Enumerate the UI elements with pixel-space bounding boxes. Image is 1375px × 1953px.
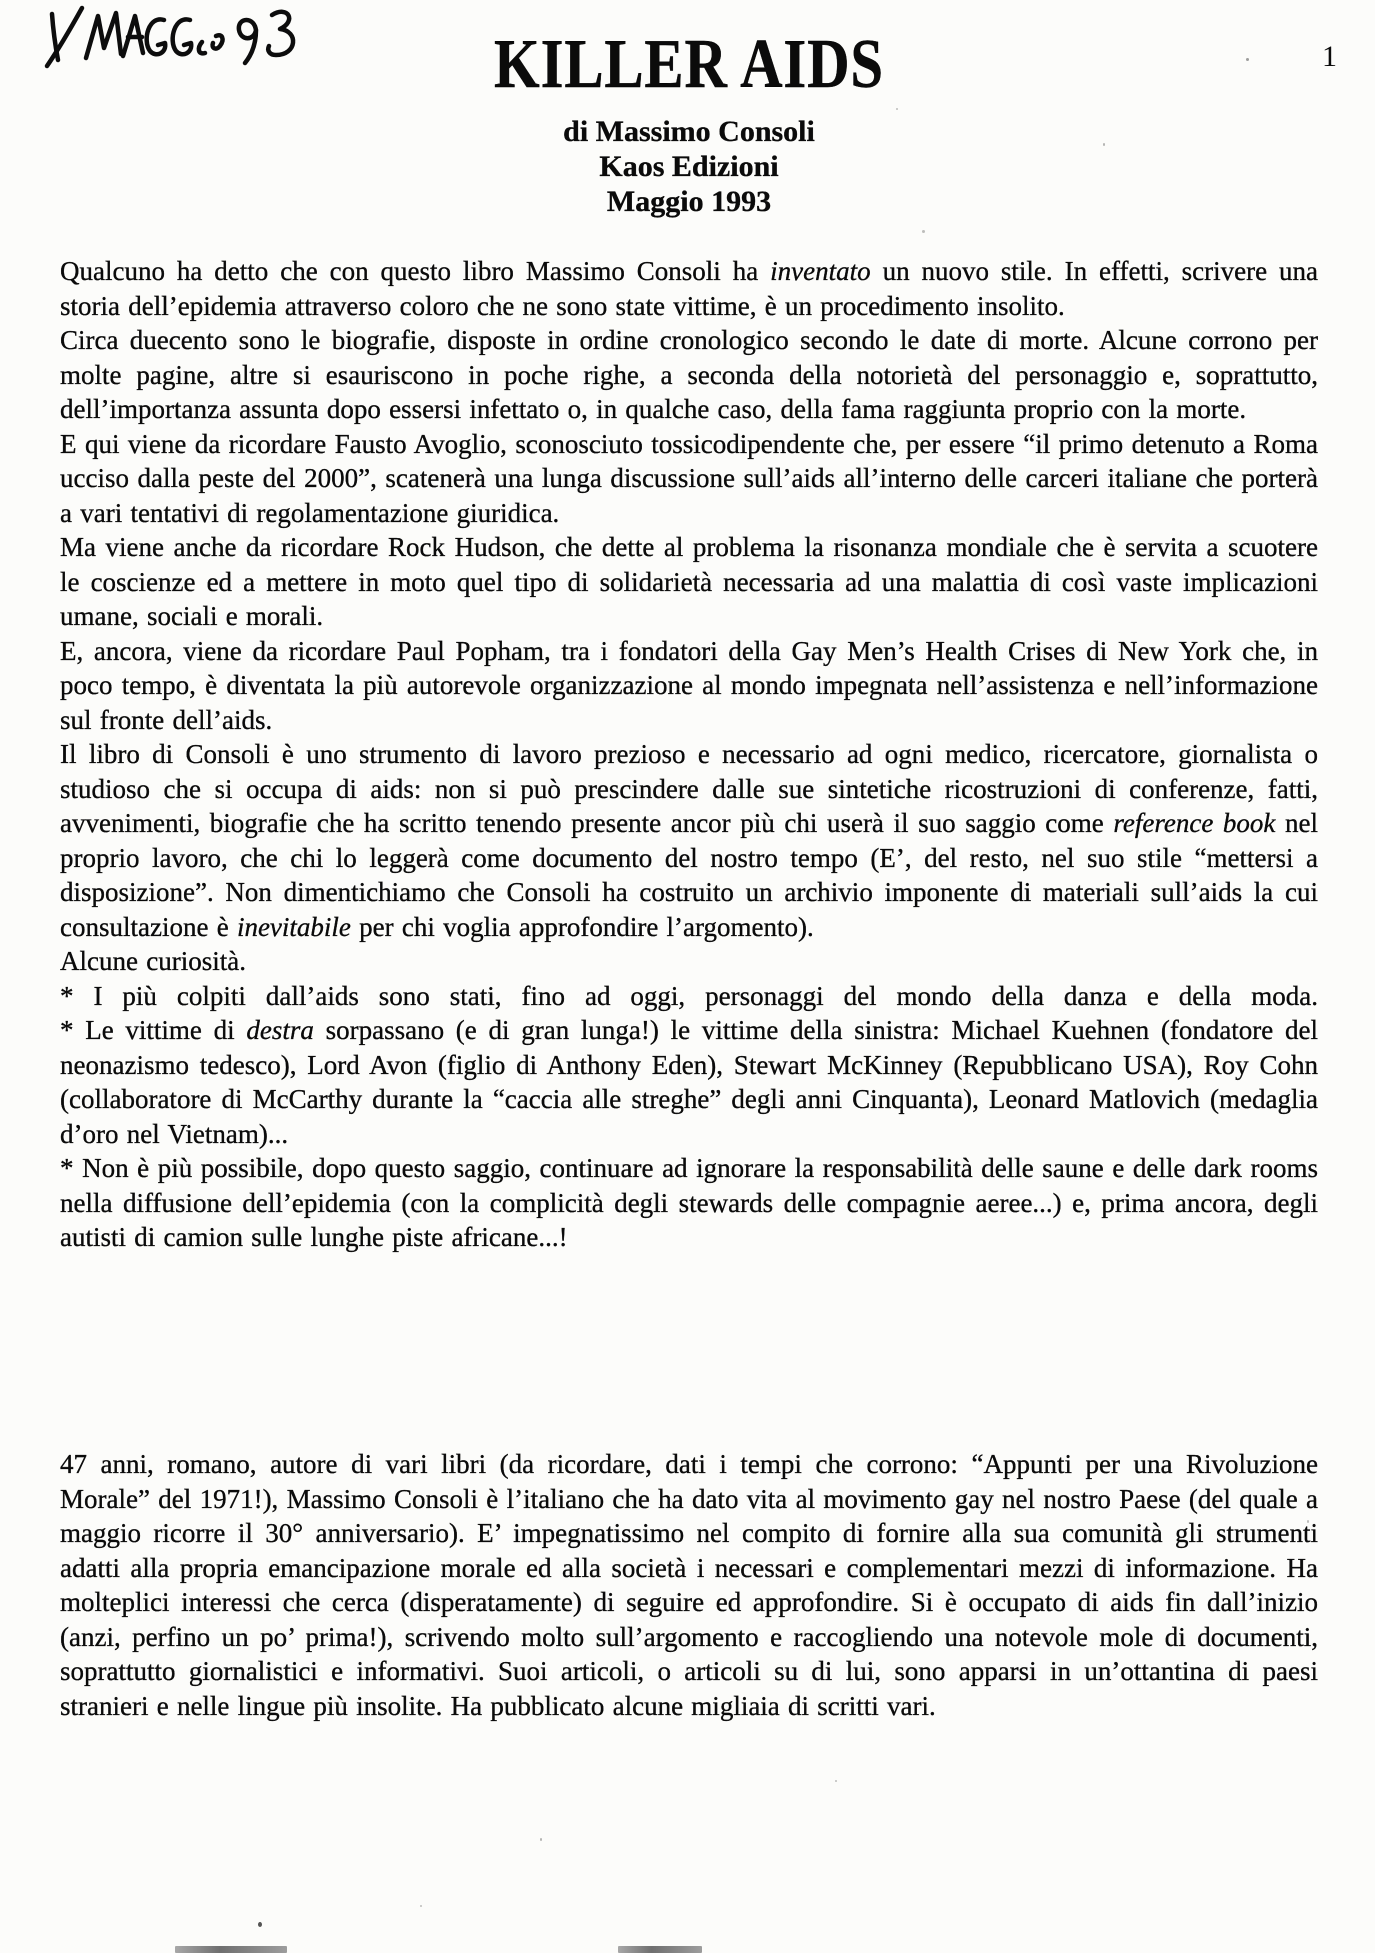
- paragraph: [60, 944, 1318, 979]
- review-text-block: [60, 254, 1318, 1255]
- document-header: [60, 26, 1318, 219]
- italic-text-run: reference book: [1113, 808, 1276, 838]
- page-number: 1: [1322, 40, 1337, 73]
- text-run: * I più colpiti dall’aids sono stati, fino ad oggi, personaggi del mondo della danza e della moda.: [60, 980, 1318, 1011]
- italic-text-run: inevitabile: [236, 911, 351, 942]
- text-run: E qui viene da ricordare Fausto Avoglio, sconosciuto tossicodipendente che, per essere “il primo detenuto a Roma ucciso dalla peste del 2000”, scatenerà una lunga discussione sull’aids all’interno delle carceri italiane che porterà a vari tentativi di regolamentazione giuridica.: [60, 428, 1318, 528]
- text-run: * Non è più possibile, dopo questo saggio, continuare ad ignorare la responsabilità delle saune e delle dark rooms nella diffusione dell’epidemia (con la complicità degli stewards delle compagnie aeree...) e, prima ancora, degli autisti di camion sulle lunghe piste africane...!: [60, 1153, 1318, 1252]
- text-run: Alcune curiosità.: [60, 946, 246, 976]
- byline: di Massimo Consoli: [563, 115, 815, 148]
- paragraph: [60, 634, 1318, 738]
- scan-artifact-bar: [175, 1946, 287, 1953]
- paragraph: [60, 427, 1318, 531]
- scan-speck: [1246, 58, 1249, 61]
- paragraph: [60, 254, 1318, 323]
- scan-speck: [1307, 1520, 1309, 1523]
- italic-text-run: inventato: [770, 256, 871, 286]
- scan-artifact-bar: [618, 1946, 702, 1953]
- text-run: per chi voglia approfondire l’argomento).: [350, 911, 814, 942]
- paragraph: [60, 1013, 1318, 1151]
- scan-speck: [420, 1905, 422, 1907]
- text-run: * Le vittime di: [60, 1015, 247, 1045]
- scan-speck: [835, 1780, 837, 1782]
- document-title: KILLER AIDS: [494, 26, 884, 103]
- text-run: Ma viene anche da ricordare Rock Hudson, che dette al problema la risonanza mondiale che è servita a scuotere le coscienze ed a mettere in moto quel tipo di solidarietà necessaria ad una malattia di così vaste implicazioni umane, sociali e morali.: [60, 532, 1318, 631]
- scan-speck: [922, 230, 925, 233]
- italic-text-run: destra: [246, 1015, 314, 1045]
- text-run: un nuovo stile. In effetti, scrivere una storia dell’epidemia attraverso coloro che ne sono state vittime, è un procedimento insolito.: [60, 256, 1318, 321]
- publisher: Kaos Edizioni: [599, 150, 779, 183]
- scan-speck: [540, 1838, 542, 1841]
- paragraph: [60, 1447, 1318, 1723]
- text-run: Circa duecento sono le biografie, disposte in ordine cronologico secondo le date di morte. Alcune corrono per molte pagine, altre si esauriscono in poche righe, a seconda della notorietà del personaggio e, soprattutto, dell’importanza assunta dopo essersi infettato o, in qualche caso, della fama raggiunta proprio con la morte.: [60, 325, 1318, 424]
- text-run: nel proprio lavoro, che chi lo leggerà come documento del nostro tempo (E’, del resto, nel suo stile “mettersi a disposizione”. Non dimentichiamo che Consoli ha costruito un archivio imponente di materiali sull’aids la cui consultazione è: [60, 808, 1318, 942]
- paragraph: [60, 323, 1318, 427]
- scan-speck: [258, 1922, 262, 1927]
- text-run: Il libro di Consoli è uno strumento di lavoro prezioso e necessario ad ogni medico, ricercatore, giornalista o studioso che si occupa di aids: non si può prescindere dalle sue sintetiche ricostruzioni di conferenze, fatti, avvenimenti, biografie che ha scritto tenendo presente ancor più chi userà il suo saggio come: [60, 739, 1318, 838]
- paragraph: [60, 979, 1318, 1014]
- text-run: sorpassano (e di gran lunga!) le vittime della sinistra: Michael Kuehnen (fondatore del neonazismo tedesco), Lord Avon (figlio di Anthony Eden), Stewart McKinney (Repubblicano USA), Roy Cohn (collaboratore di McCarthy durante la “caccia alle streghe” degli anni Cinquanta), Leonard Matlovich (medaglia d’oro nel Vietnam)...: [60, 1015, 1318, 1149]
- paragraph: [60, 1151, 1318, 1255]
- text-run: E, ancora, viene da ricordare Paul Popham, tra i fondatori della Gay Men’s Health Crises di New York che, in poco tempo, è diventata la più autorevole organizzazione al mondo impegnata nell’assistenza e nell’informazione sul fronte dell’aids.: [60, 635, 1318, 735]
- author-biography-block: [60, 1447, 1318, 1723]
- paragraph: [60, 530, 1318, 634]
- scan-speck: [1103, 143, 1105, 146]
- text-run: Qualcuno ha detto che con questo libro Massimo Consoli ha: [60, 256, 771, 286]
- text-run: 47 anni, romano, autore di vari libri (da ricordare, dati i tempi che corrono: “Appunti per una Rivoluzione Morale” del 1971!), Massimo Consoli è l’italiano che ha dato vita al movimento gay nel nostro Paese (del quale a maggio ricorre il 30° anniversario). E’ impegnatissimo nel compito di fornire alla sua comunità gli strumenti adatti alla propria emancipazione morale ed alla società i necessari e complementari mezzi di informazione. Ha molteplici interessi che cerca (disperatamente) di seguire ed approfondire. Si è occupato di aids fin dall’inizio (anzi, perfino un po’ prima!), scrivendo molto sull’argomento e raccogliendo una notevole mole di documenti, soprattutto giornalistici e informativi. Suoi articoli, o articoli su di lui, sono apparsi in un’ottantina di paesi stranieri e nelle lingue più insolite. Ha pubblicato alcune migliaia di scritti vari.: [60, 1449, 1318, 1721]
- publication-date: Maggio 1993: [606, 185, 772, 218]
- paragraph: [60, 737, 1318, 944]
- scan-speck: [896, 108, 898, 110]
